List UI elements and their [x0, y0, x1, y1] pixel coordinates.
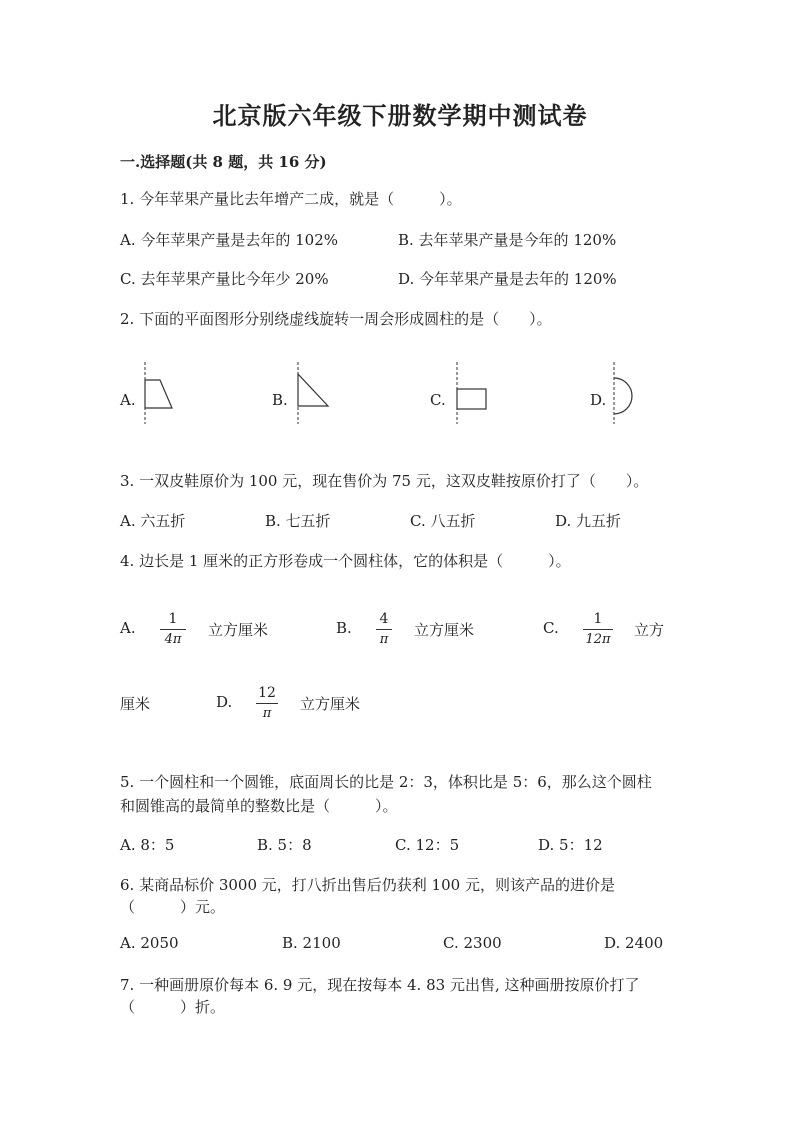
- question-4-option-c-unit-line1: 立方: [634, 621, 665, 639]
- fraction-c-numerator: 1: [593, 611, 603, 627]
- fraction-b: [376, 612, 392, 646]
- fraction-c-denominator: 12π: [585, 632, 611, 647]
- question-4-option-a-unit: 立方厘米: [208, 621, 269, 639]
- question-7-stem-line2: （ ）折。: [120, 998, 226, 1016]
- rectangle-figure: [450, 362, 494, 426]
- fraction-a: [160, 612, 186, 646]
- question-4-option-b[interactable]: B.: [336, 619, 352, 637]
- question-4-option-d[interactable]: D.: [216, 693, 233, 711]
- question-5-option-a[interactable]: A. 8：5: [120, 836, 175, 854]
- question-7-stem-line1: 7. 一种画册原价每本 6. 9 元，现在按每本 4. 83 元出售, 这种画册按原价打了: [120, 976, 640, 994]
- question-1-option-d[interactable]: D. 今年苹果产量是去年的 120%: [398, 270, 617, 288]
- semicircle-figure: [606, 362, 642, 426]
- question-3-option-d[interactable]: D. 九五折: [555, 512, 622, 530]
- question-1-stem: 1. 今年苹果产量比去年增产二成，就是（ ）。: [120, 190, 462, 208]
- question-3-stem: 3. 一双皮鞋原价为 100 元，现在售价为 75 元，这双皮鞋按原价打了（ ）。: [120, 472, 649, 490]
- fraction-d-denominator: π: [262, 706, 272, 721]
- fraction-c: [583, 612, 613, 646]
- question-1-option-a[interactable]: A. 今年苹果产量是去年的 102%: [120, 231, 339, 249]
- question-5-option-d[interactable]: D. 5：12: [538, 836, 603, 854]
- fraction-a-denominator: 4π: [164, 632, 182, 647]
- question-2-option-c[interactable]: C.: [430, 391, 446, 409]
- fraction-d: [256, 686, 278, 720]
- question-6-option-c[interactable]: C. 2300: [443, 934, 502, 952]
- question-6-option-a[interactable]: A. 2050: [120, 934, 179, 952]
- question-4-stem: 4. 边长是 1 厘米的正方形卷成一个圆柱体，它的体积是（ ）。: [120, 552, 571, 570]
- question-3-option-c[interactable]: C. 八五折: [410, 512, 476, 530]
- question-5-stem-line1: 5. 一个圆柱和一个圆锥，底面周长的比是 2：3，体积比是 5：6，那么这个圆柱: [120, 773, 652, 791]
- trapezoid-figure: [138, 362, 178, 426]
- question-1-option-b[interactable]: B. 去年苹果产量是今年的 120%: [398, 231, 617, 249]
- page-title: 北京版六年级下册数学期中测试卷: [212, 101, 588, 130]
- fraction-a-numerator: 1: [168, 611, 178, 627]
- question-4-option-d-unit: 立方厘米: [300, 695, 361, 713]
- section-heading: 一.选择题(共 8 题，共 16 分): [120, 153, 327, 171]
- question-2-option-d[interactable]: D.: [590, 391, 607, 409]
- question-4-option-c-unit-line2: 厘米: [120, 695, 151, 713]
- question-5-option-b[interactable]: B. 5：8: [257, 836, 312, 854]
- question-6-stem-line2: （ ）元。: [120, 898, 226, 916]
- question-3-option-b[interactable]: B. 七五折: [265, 512, 331, 530]
- question-6-option-d[interactable]: D. 2400: [604, 934, 664, 952]
- question-2-stem: 2. 下面的平面图形分别绕虚线旋转一周会形成圆柱的是（ ）。: [120, 310, 552, 328]
- triangle-figure: [290, 362, 334, 426]
- question-5-option-c[interactable]: C. 12：5: [395, 836, 460, 854]
- question-1-option-c[interactable]: C. 去年苹果产量比今年少 20%: [120, 270, 329, 288]
- fraction-d-numerator: 12: [258, 685, 276, 701]
- question-4-option-a[interactable]: A.: [120, 619, 136, 637]
- fraction-b-numerator: 4: [379, 611, 389, 627]
- question-3-option-a[interactable]: A. 六五折: [120, 512, 186, 530]
- question-2-option-a[interactable]: A.: [120, 391, 136, 409]
- question-4-option-c[interactable]: C.: [543, 619, 559, 637]
- question-4-option-b-unit: 立方厘米: [414, 621, 475, 639]
- question-2-option-b[interactable]: B.: [272, 391, 288, 409]
- question-6-stem-line1: 6. 某商品标价 3000 元，打八折出售后仍获利 100 元，则该产品的进价是: [120, 876, 615, 894]
- question-6-option-b[interactable]: B. 2100: [282, 934, 341, 952]
- question-5-stem-line2: 和圆锥高的最简单的整数比是（ ）。: [120, 797, 398, 815]
- fraction-b-denominator: π: [379, 632, 389, 647]
